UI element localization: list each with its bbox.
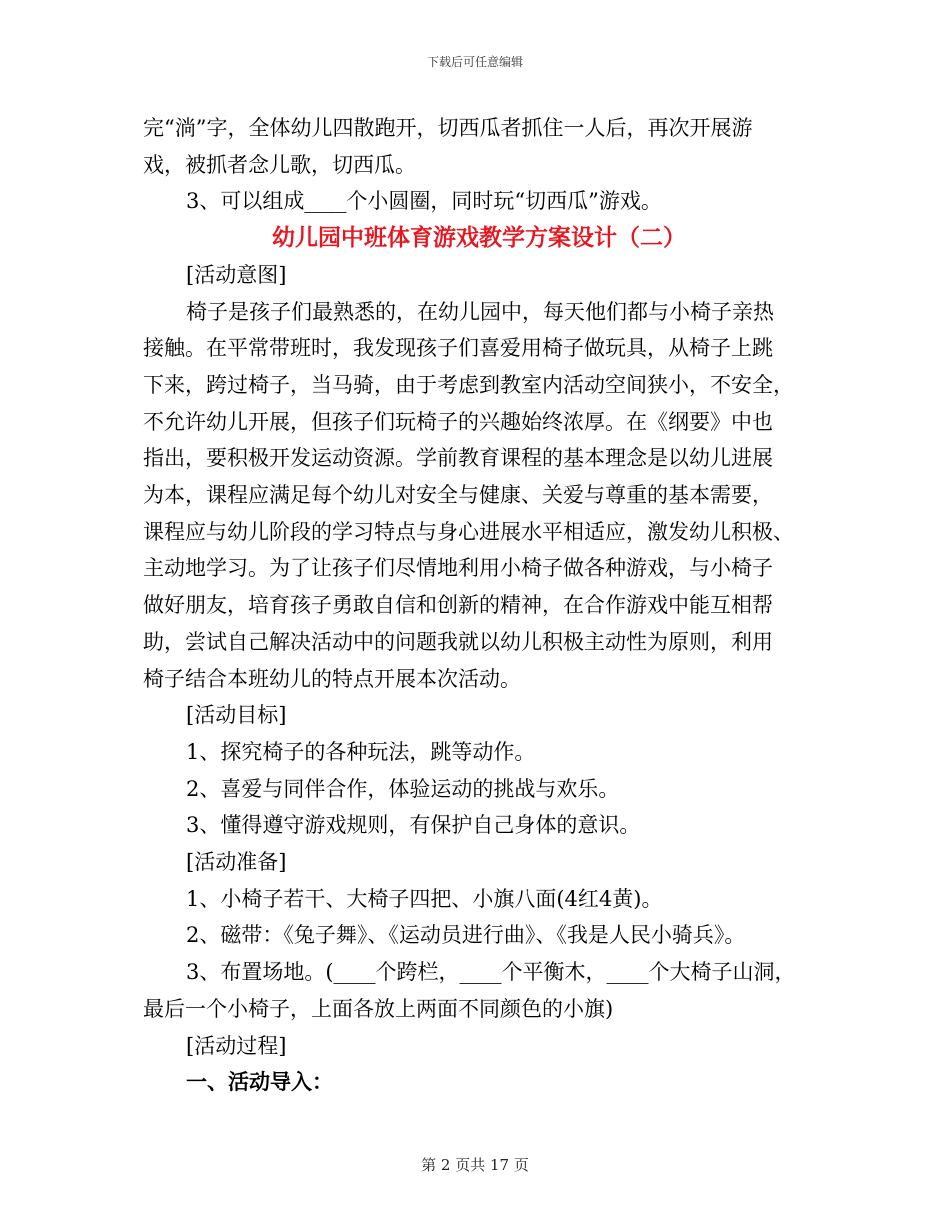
paragraph-line: 指出，要积极开发运动资源。学前教育课程的基本理念是以幼儿进展	[143, 446, 773, 471]
paragraph-line: 完“淌”字，全体幼儿四散跑开，切西瓜者抓住一人后，再次开展游	[143, 116, 753, 140]
paragraph-line: 接触。在平常带班时，我发现孩子们喜爱用椅子做玩具，从椅子上跳	[143, 336, 773, 361]
paragraph-line: 戏，被抓者念儿歌，切西瓜。	[143, 152, 416, 177]
section-heading-intent: [活动意图]	[186, 262, 287, 287]
list-item: 3、懂得遵守游戏规则，有保护自己身体的意识。	[186, 813, 641, 838]
list-item: 3、布置场地。(____个跨栏，____个平衡木，____个大椅子山洞，	[186, 960, 796, 985]
list-item: 1、探究椅子的各种玩法，跳等动作。	[186, 739, 536, 764]
paragraph-line: 不允许幼儿开展，但孩子们玩椅子的兴趣始终浓厚。在《纲要》中也	[143, 409, 773, 434]
paragraph-line: 下来，跨过椅子，当马骑，由于考虑到教室内活动空间狭小，不安全，	[143, 372, 794, 397]
list-item: 3、可以组成____个小圆圈，同时玩“切西瓜”游戏。	[186, 189, 662, 214]
list-item: 1、小椅子若干、大椅子四把、小旗八面(4红4黄)。	[186, 886, 663, 911]
list-item: 2、磁带：《兔子舞》、《运动员进行曲》、《我是人民小骑兵》。	[186, 923, 746, 948]
document-body	[143, 110, 815, 1101]
section-heading-process: [活动过程]	[186, 1033, 287, 1058]
paragraph-line: 最后一个小椅子，上面各放上两面不同颜色的小旗)	[143, 996, 614, 1021]
page-footer: 第 2 页共 17 页	[421, 1156, 529, 1174]
paragraph-line: 主动地学习。为了让孩子们尽情地利用小椅子做各种游戏，与小椅子	[143, 556, 773, 581]
paragraph-line: 做好朋友，培育孩子勇敢自信和创新的精神，在合作游戏中能互相帮	[143, 593, 773, 618]
section-heading-prep: [活动准备]	[186, 850, 287, 875]
section-title: 幼儿园中班体育游戏教学方案设计（二）	[272, 224, 686, 252]
paragraph-line: 椅子结合本班幼儿的特点开展本次活动。	[143, 666, 521, 691]
list-item: 2、喜爱与同伴合作，体验运动的挑战与欢乐。	[186, 776, 620, 801]
paragraph-line: 椅子是孩子们最熟悉的，在幼儿园中，每天他们都与小椅子亲热	[186, 299, 774, 324]
paragraph-line: 助，尝试自己解决活动中的问题我就以幼儿积极主动性为原则，利用	[143, 629, 773, 654]
paragraph-line: 为本，课程应满足每个幼儿对安全与健康、关爱与尊重的基本需要，	[143, 483, 773, 508]
section-heading-goals: [活动目标]	[186, 703, 287, 728]
step-heading: 一、活动导入：	[186, 1069, 333, 1095]
page-header: 下载后可任意编辑	[426, 55, 523, 69]
paragraph-line: 课程应与幼儿阶段的学习特点与身心进展水平相适应，激发幼儿积极、	[143, 519, 794, 544]
